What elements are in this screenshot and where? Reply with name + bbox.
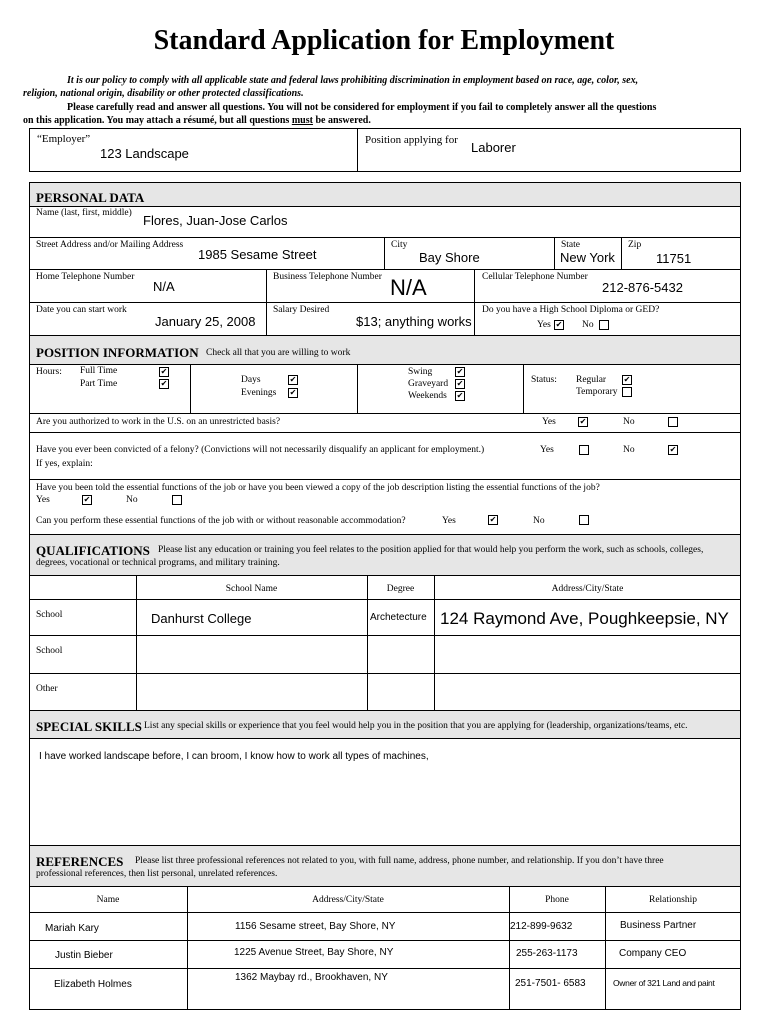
essential-no-checkbox[interactable] — [172, 495, 182, 505]
graveyard-label: Graveyard — [408, 379, 449, 389]
authorized-no-checkbox[interactable] — [668, 417, 678, 427]
temporary-checkbox[interactable] — [622, 387, 632, 397]
weekends-label: Weekends — [408, 391, 447, 401]
salary-label: Salary Desired — [273, 305, 330, 315]
divider — [29, 968, 741, 969]
col-ref-relationship: Relationship — [648, 895, 698, 905]
divider — [554, 237, 555, 269]
divider — [29, 432, 741, 433]
authorized-no-label: No — [623, 417, 635, 427]
must-emphasis: must — [291, 115, 313, 126]
diploma-no-label: No — [582, 320, 594, 330]
city-field[interactable]: Bay Shore — [419, 250, 480, 265]
reference-name-field[interactable]: Mariah Kary — [45, 923, 99, 934]
start-date-field[interactable]: January 25, 2008 — [155, 314, 256, 329]
divider — [605, 886, 606, 1010]
page-title: Standard Application for Employment — [153, 25, 615, 56]
reference-address-field[interactable]: 1156 Sesame street, Bay Shore, NY — [235, 921, 396, 932]
position-header: POSITION INFORMATION — [36, 345, 199, 360]
regular-checkbox[interactable]: ✔ — [623, 375, 631, 384]
divider — [29, 912, 741, 913]
perform-yes-label: Yes — [442, 516, 456, 526]
diploma-no-checkbox[interactable] — [599, 320, 609, 330]
qualifications-header: QUALIFICATIONS — [36, 543, 150, 558]
felony-no-checkbox[interactable]: ✔ — [669, 445, 677, 454]
business-phone-field[interactable]: N/A — [390, 275, 427, 300]
divider — [266, 269, 267, 302]
start-date-label: Date you can start work — [36, 305, 127, 315]
reference-phone-field[interactable]: 251-7501- 6583 — [515, 978, 586, 989]
divider — [29, 673, 741, 674]
references-description-1: Please list three professional references not related to you, with full name, address, phone number, and relationship. If you don’t have three — [135, 856, 664, 866]
divider — [266, 302, 267, 335]
swing-checkbox[interactable]: ✔ — [456, 367, 464, 376]
city-label: City — [391, 240, 408, 250]
personal-header: PERSONAL DATA — [36, 190, 145, 205]
school-name-field[interactable]: Danhurst College — [151, 611, 252, 626]
perform-yes-checkbox[interactable]: ✔ — [489, 515, 497, 524]
policy-statement — [23, 74, 753, 100]
instructions-statement — [23, 101, 753, 127]
divider — [523, 364, 524, 413]
employer-divider — [357, 128, 358, 172]
regular-label: Regular — [576, 375, 607, 385]
col-degree: Degree — [386, 584, 415, 594]
special-skills-field[interactable]: I have worked landscape before, I can broom, I know how to work all types of machines, — [39, 751, 429, 762]
full-time-label: Full Time — [80, 366, 118, 376]
reference-relationship-field[interactable]: Business Partner — [620, 920, 697, 931]
salary-field[interactable]: $13; anything works — [356, 314, 472, 329]
graveyard-checkbox[interactable]: ✔ — [456, 379, 464, 388]
reference-name-field[interactable]: Justin Bieber — [55, 950, 113, 961]
part-time-label: Part Time — [80, 379, 118, 389]
col-school-address: Address/City/State — [551, 584, 624, 594]
divider — [29, 364, 741, 365]
zip-label: Zip — [628, 240, 642, 250]
reference-address-field[interactable]: 1362 Maybay rd., Brookhaven, NY — [235, 972, 388, 983]
part-time-checkbox[interactable]: ✔ — [160, 379, 168, 388]
authorized-yes-checkbox[interactable]: ✔ — [579, 417, 587, 426]
full-time-checkbox[interactable]: ✔ — [160, 367, 168, 376]
divider — [357, 364, 358, 413]
diploma-yes-label: Yes — [537, 320, 551, 330]
perform-question: Can you perform these essential functions of the job with or without reasonable accommodation? — [36, 516, 406, 526]
school-address-field[interactable]: 124 Raymond Ave, Poughkeepsie, NY — [440, 609, 729, 628]
reference-address-field[interactable]: 1225 Avenue Street, Bay Shore, NY — [234, 947, 394, 958]
diploma-label: Do you have a High School Diploma or GED? — [482, 305, 660, 315]
authorized-yes-label: Yes — [542, 417, 556, 427]
weekends-checkbox[interactable]: ✔ — [456, 391, 464, 400]
other-row-label: Other — [36, 684, 58, 694]
divider — [29, 237, 741, 238]
references-description-2: professional references, then list personal, unrelated references. — [36, 869, 278, 879]
essential-question: Have you been told the essential functions of the job or have you been viewed a copy of the job description listing the essential functions of the job? — [36, 483, 600, 493]
state-field[interactable]: New York — [560, 250, 615, 265]
qualifications-description-1: Please list any education or training you feel relates to the position applied for that would help you perform the work, such as schools, colleges, — [158, 545, 704, 555]
cell-phone-field[interactable]: 212-876-5432 — [602, 280, 683, 295]
swing-label: Swing — [408, 367, 433, 377]
instructions-line-2 — [23, 114, 753, 127]
perform-no-checkbox[interactable] — [579, 515, 589, 525]
divider — [367, 575, 368, 710]
address-field[interactable]: 1985 Sesame Street — [198, 247, 317, 262]
policy-line-1: It is our policy to comply with all applicable state and federal laws prohibiting discrimination in employment based on race, age, color, sex, — [67, 75, 639, 86]
felony-no-label: No — [623, 445, 635, 455]
authorized-question: Are you authorized to work in the U.S. on an unrestricted basis? — [36, 417, 281, 427]
home-phone-label: Home Telephone Number — [36, 272, 135, 282]
divider — [29, 738, 741, 739]
essential-yes-label: Yes — [36, 495, 50, 505]
reference-phone-field[interactable]: 212-899-9632 — [510, 921, 573, 932]
instructions-line-2a: on this application. You may attach a résumé, but all questions — [23, 115, 292, 126]
instructions-line-2b: be answered. — [312, 115, 371, 126]
divider — [29, 886, 741, 887]
skills-description: List any special skills or experience that you feel would help you in the position that you are applying for (leadership, organizations/teams, etc. — [144, 721, 688, 731]
col-ref-name: Name — [96, 895, 120, 905]
status-label: Status: — [531, 375, 557, 385]
divider — [509, 886, 510, 1010]
divider — [29, 635, 741, 636]
position-label: Position applying for — [365, 134, 458, 146]
reference-name-field[interactable]: Elizabeth Holmes — [54, 979, 132, 990]
temporary-label: Temporary — [576, 387, 618, 397]
col-ref-phone: Phone — [545, 895, 569, 905]
col-school-name: School Name — [225, 584, 278, 594]
state-label: State — [561, 240, 580, 250]
employer-label: “Employer” — [37, 133, 91, 145]
position-subheader: Check all that you are willing to work — [206, 348, 351, 358]
divider — [29, 206, 741, 207]
divider — [190, 364, 191, 413]
divider — [136, 575, 137, 710]
instructions-line-1: Please carefully read and answer all questions. You will not be considered for employment if you fail to completely answer all the questions — [67, 102, 657, 113]
divider — [187, 886, 188, 1010]
position-field[interactable]: Laborer — [471, 140, 516, 155]
skills-header: SPECIAL SKILLS — [36, 719, 142, 734]
reference-phone-field[interactable]: 255-263-1173 — [516, 948, 578, 959]
essential-yes-checkbox[interactable]: ✔ — [83, 495, 91, 504]
col-ref-address: Address/City/State — [312, 895, 384, 905]
divider — [29, 302, 741, 303]
felony-explain-label: If yes, explain: — [36, 459, 93, 469]
hours-label: Hours: — [36, 367, 62, 377]
divider — [434, 575, 435, 710]
divider — [29, 413, 741, 414]
evenings-checkbox[interactable]: ✔ — [289, 388, 297, 397]
divider — [29, 940, 741, 941]
reference-relationship-field[interactable]: Owner of 321 Land and paint — [613, 978, 715, 988]
name-field[interactable]: Flores, Juan-Jose Carlos — [143, 213, 288, 228]
evenings-label: Evenings — [241, 388, 277, 398]
felony-yes-label: Yes — [540, 445, 554, 455]
cell-phone-label: Cellular Telephone Number — [482, 272, 588, 282]
policy-line-2: religion, national origin, disability or other protected classifications. — [23, 88, 304, 99]
divider — [29, 269, 741, 270]
essential-no-label: No — [126, 495, 138, 505]
felony-question: Have you ever been convicted of a felony? (Convictions will not necessarily disqualify an applicant for employment.) — [36, 445, 485, 455]
days-checkbox[interactable]: ✔ — [289, 375, 297, 384]
perform-no-label: No — [533, 516, 545, 526]
qualifications-description-2: degrees, vocational or technical programs, and military training. — [36, 558, 280, 568]
references-header: REFERENCES — [36, 854, 124, 869]
business-phone-label: Business Telephone Number — [273, 272, 382, 282]
days-label: Days — [241, 375, 261, 385]
divider — [384, 237, 385, 269]
employer-field[interactable]: 123 Landscape — [100, 146, 189, 161]
divider — [29, 479, 741, 480]
home-phone-field[interactable]: N/A — [153, 279, 175, 294]
reference-relationship-field[interactable]: Company CEO — [619, 948, 687, 959]
felony-yes-checkbox[interactable] — [579, 445, 589, 455]
zip-field[interactable]: 11751 — [656, 251, 692, 266]
address-label: Street Address and/or Mailing Address — [36, 240, 184, 250]
name-label: Name (last, first, middle) — [36, 208, 132, 218]
diploma-yes-checkbox[interactable]: ✔ — [555, 320, 563, 329]
school-row-label: School — [36, 646, 63, 656]
divider — [621, 237, 622, 269]
school-row-label: School — [36, 610, 63, 620]
degree-field[interactable]: Archetecture — [370, 612, 427, 623]
